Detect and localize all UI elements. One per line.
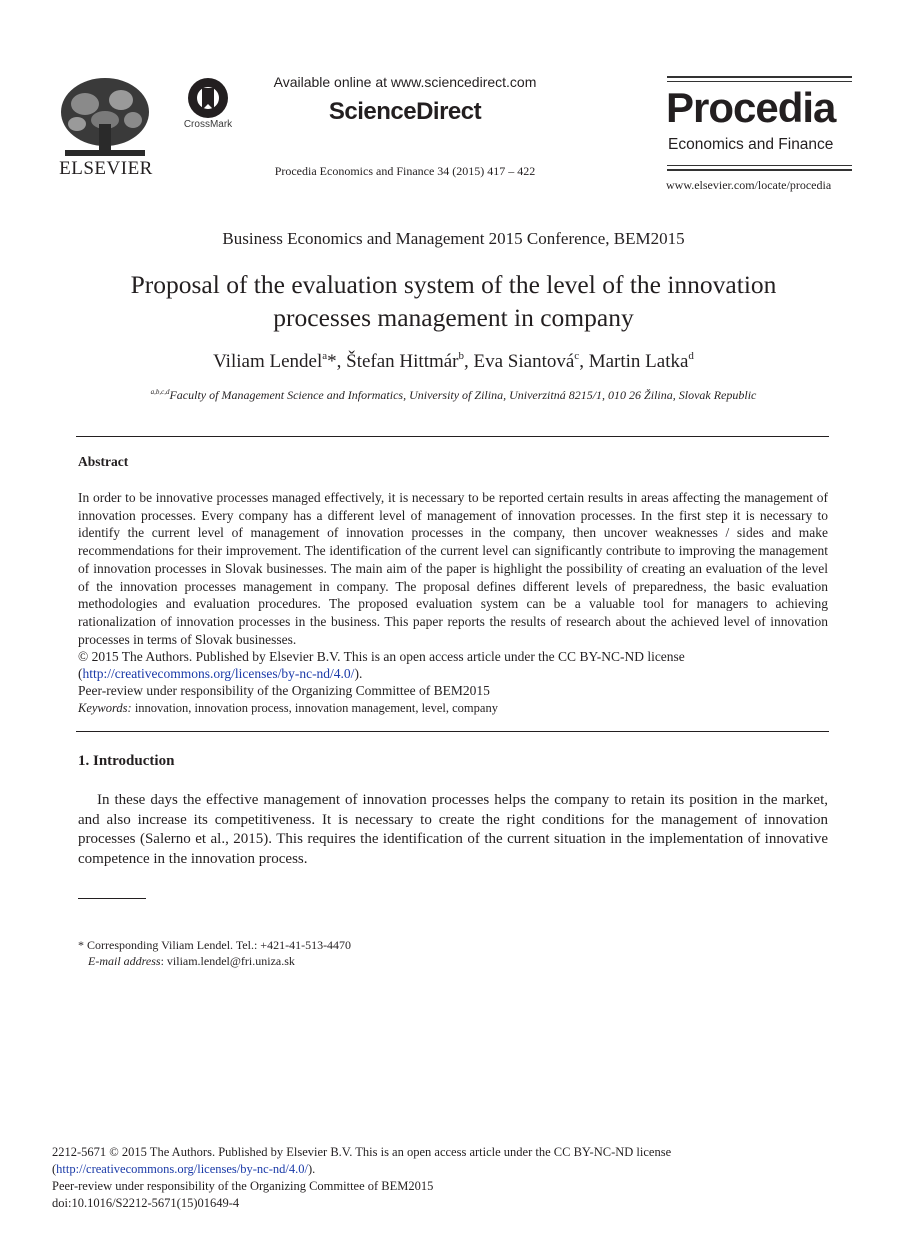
author-mark: ,	[464, 351, 474, 372]
author-sup: b	[458, 350, 465, 362]
bottom-peer-review: Peer-review under responsibility of the Organizing Committee of BEM2015	[52, 1179, 434, 1193]
email-label: E-mail address	[88, 954, 161, 968]
author-list	[0, 350, 907, 373]
procedia-top-rule	[667, 76, 852, 78]
license-line: (http://creativecommons.org/licenses/by-nc-nd/4.0/).	[78, 666, 363, 681]
conference-name: Business Economics and Management 2015 Conference, BEM2015	[222, 229, 685, 248]
email-line	[88, 954, 295, 969]
author-name: Viliam Lendel	[213, 351, 323, 372]
procedia-bottom-rule-thin	[667, 165, 852, 166]
abstract-heading: Abstract	[78, 454, 129, 469]
journal-reference: Procedia Economics and Finance 34 (2015) 417 – 422	[274, 164, 536, 178]
license-link[interactable]: http://creativecommons.org/licenses/by-nc-nd/4.0/	[82, 666, 355, 681]
issn-copyright: 2212-5671 © 2015 The Authors. Published by Elsevier B.V. This is an open access article under the CC BY-NC-ND license	[52, 1145, 672, 1159]
procedia-subtitle: Economics and Finance	[668, 136, 834, 153]
procedia-url[interactable]: www.elsevier.com/locate/procedia	[666, 178, 832, 192]
intro-body: In these days the effective management of innovation processes helps the company to retain its position in the market, and also increase its competitiveness. It is necessary to create the right conditions for the management of innovation processes (Salerno et al., 2015). This requires the identification of the current situation in the implementation of innovative competence in the innovation process.	[78, 792, 828, 867]
doi[interactable]: doi:10.1016/S2212-5671(15)01649-4	[52, 1196, 240, 1210]
sciencedirect-logo[interactable]: ScienceDirect	[328, 98, 482, 125]
bottom-license-link[interactable]: http://creativecommons.org/licenses/by-nc-nd/4.0/	[56, 1162, 308, 1176]
keywords-line	[78, 701, 498, 716]
author-sup: c	[574, 350, 580, 362]
title-line-1: Proposal of the evaluation system of the level of the innovation	[130, 270, 777, 299]
footnote-rule	[78, 898, 146, 899]
affiliation-sup: a,b,c,d	[150, 388, 170, 396]
corresponding-author: * Corresponding Viliam Lendel. Tel.: +421-41-513-4470	[78, 938, 352, 952]
peer-review-line: Peer-review under responsibility of the Organizing Committee of BEM2015	[78, 683, 490, 698]
affiliation-text: Faculty of Management Science and Informatics, University of Zilina, Univerzitná 8215/1, 010 26 Žilina, Slovak Republic	[169, 388, 757, 402]
crossmark-label: CrossMark	[183, 119, 233, 130]
procedia-bottom-rule	[667, 169, 852, 171]
author-sup: a	[322, 350, 328, 362]
copyright-line: © 2015 The Authors. Published by Elsevier B.V. This is an open access article under the CC BY-NC-ND license	[78, 649, 685, 664]
intro-heading: 1. Introduction	[78, 753, 175, 769]
keywords-label: Keywords:	[78, 701, 132, 715]
author-name: Eva Siantová	[473, 351, 575, 372]
author-name: Martin Latka	[588, 351, 689, 372]
author-name: Štefan Hittmár	[346, 351, 459, 372]
bottom-license-line: (http://creativecommons.org/licenses/by-nc-nd/4.0/).	[52, 1162, 316, 1176]
affiliation	[0, 388, 907, 403]
elsevier-logo-text: ELSEVIER	[59, 158, 153, 179]
abstract-body: In order to be innovative processes managed effectively, it is necessary to be reported certain results in areas affecting the management of innovation processes. Every company has a different level of management of innovation processes. In the first step it is necessary to identify the current level of management of innovation processes in the company, then uncover weaknesses / sides and make recommendations for their improvement. The identification of the current level can significantly contribute to improving the management of innovation processes in Slovak businesses. The main aim of the paper is highlight the possibility of creating an evaluation of the level of the innovation processes management in company. The proposal defines different levels of preparedness, the basic evaluation methodologies and evaluation procedures. The proposed evaluation system can be a valuable tool for managers to achieving rationalization of innovation processes in the business. This paper reports the results of research about the achieved level of innovation processes in terms of Slovak businesses.	[78, 490, 828, 647]
procedia-top-rule-thin	[667, 81, 852, 82]
available-online-text: Available online at www.sciencedirect.com	[273, 74, 537, 90]
title-line-2: processes management in company	[273, 303, 634, 332]
paper-title	[60, 268, 847, 334]
abstract-bottom-rule	[76, 731, 829, 732]
author-mark: *,	[327, 351, 347, 372]
procedia-title: Procedia	[666, 84, 836, 131]
author-mark: ,	[579, 351, 589, 372]
abstract-top-rule	[76, 436, 829, 437]
keywords-text: innovation, innovation process, innovation management, level, company	[134, 701, 498, 715]
author-sup: d	[688, 350, 694, 362]
email-address[interactable]: : viliam.lendel@fri.uniza.sk	[160, 954, 295, 968]
